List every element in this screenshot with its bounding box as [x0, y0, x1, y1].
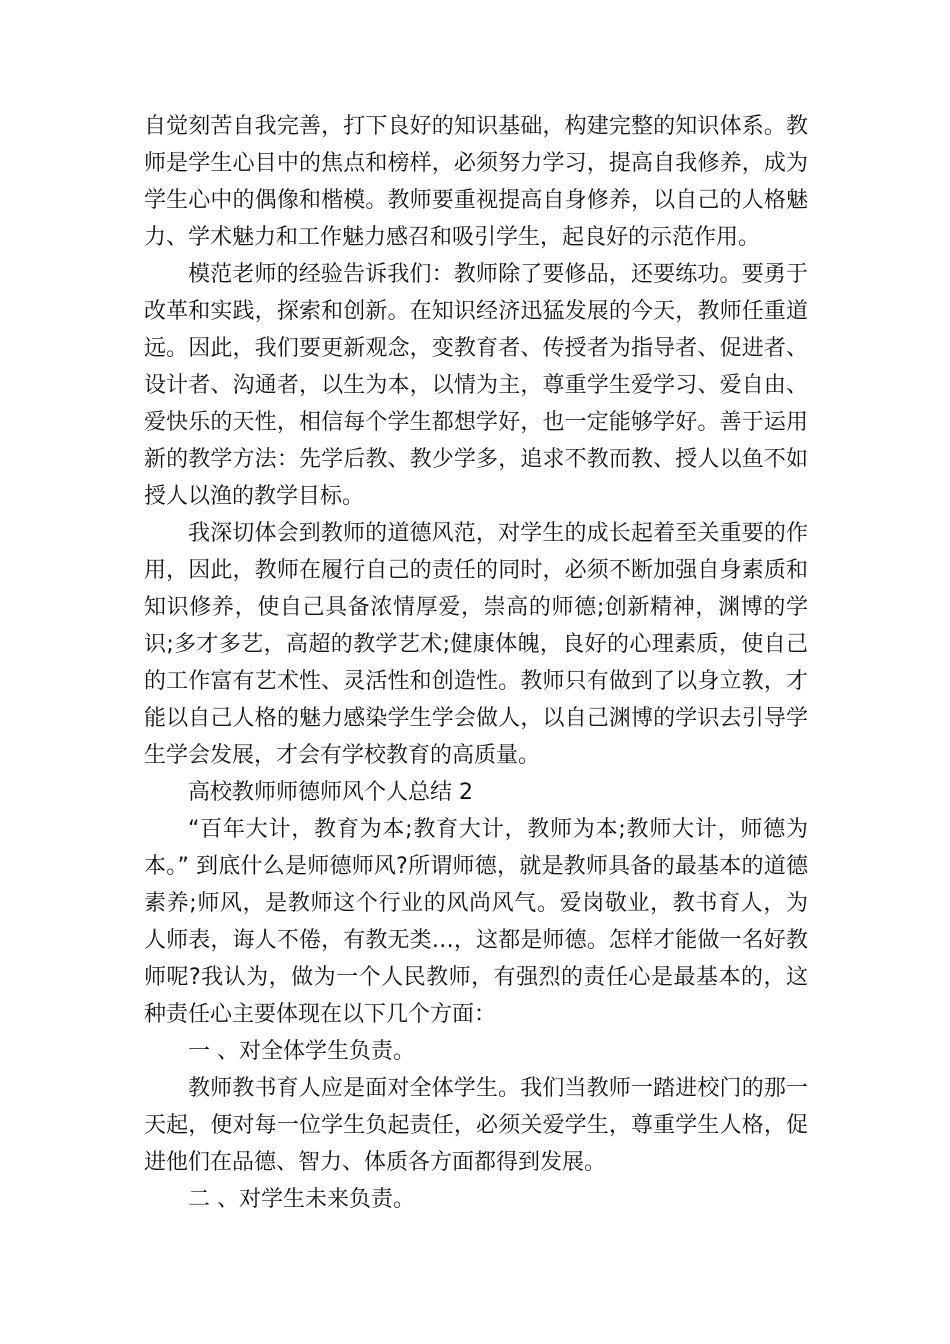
paragraph-moral-example: 我深切体会到教师的道德风范，对学生的成长起着至关重要的作用，因此，教师在履行自己的责任的同时，必须不断加强自身素质和知识修养，使自己具备浓情厚爱，崇高的师德;创新精神，渊博的学识;多才多艺，高超的教学艺术;健康体魄，良好的心理素质，使自己的工作富有艺术性、灵活性和创造性。教师只有做到了以身立教，才能以自己人格的魅力感染学生学会做人，以自己渊博的学识去引导学生学会发展，才会有学校教育的高质量。	[144, 521, 808, 768]
list-item-heading-1: 一 、对全体学生负责。	[188, 1039, 415, 1064]
paragraph-self-improvement: 自觉刻苦自我完善，打下良好的知识基础，构建完整的知识体系。教师是学生心目中的焦点和榜样，必须努力学习，提高自我修养，成为学生心中的偶像和楷模。教师要重视提高自身修养，以自己的人格魅力、学术魅力和工作魅力感召和吸引学生，起良好的示范作用。	[144, 114, 808, 250]
section-heading: 高校教师师德师风个人总结 2	[188, 780, 473, 805]
document-body	[144, 108, 808, 1218]
paragraph-responsible-for-all-students: 教师教书育人应是面对全体学生。我们当教师一踏进校门的那一天起，便对每一位学生负起责任，必须关爱学生，尊重学生人格，促进他们在品德、智力、体质各方面都得到发展。	[144, 1076, 808, 1175]
paragraph-model-teacher-experience: 模范老师的经验告诉我们：教师除了要修品，还要练功。要勇于改革和实践，探索和创新。在知识经济迅猛发展的今天，教师任重道远。因此，我们要更新观念，变教育者、传授者为指导者、促进者、设计者、沟通者，以生为本，以情为主，尊重学生爱学习、爱自由、爱快乐的天性，相信每个学生都想学好，也一定能够学好。善于运用新的教学方法：先学后教、教少学多，追求不教而教、授人以鱼不如授人以渔的教学目标。	[144, 262, 808, 509]
paragraph-what-is-teacher-ethics: “百年大计，教育为本;教育大计，教师为本;教师大计，师德为本。” 到底什么是师德师风?所谓师德，就是教师具备的最基本的道德素养;师风，是教师这个行业的风尚风气。爱岗敬业，教书育人，为人师表，诲人不倦，有教无类…，这都是师德。怎样才能做一名好教师呢?我认为，做为一个人民教师，有强烈的责任心是最基本的，这种责任心主要体现在以下几个方面：	[144, 817, 808, 1027]
list-item-heading-2: 二 、对学生未来负责。	[188, 1187, 415, 1212]
